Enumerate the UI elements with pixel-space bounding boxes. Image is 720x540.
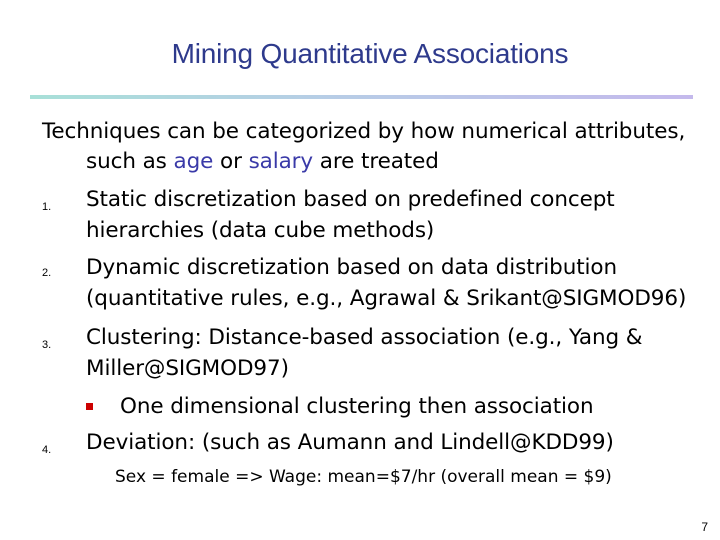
item-3-line-1: Clustering: Distance-based association (e.g., Yang & (86, 325, 643, 350)
slide-title: Mining Quantitative Associations (171, 38, 569, 69)
item-1-line-1: Static discretization based on predefined concept (86, 187, 615, 212)
sub-item: One dimensional clustering then association (120, 394, 594, 419)
term-age: age (173, 149, 214, 174)
item-1-line-2: hierarchies (data cube methods) (86, 218, 435, 243)
item-2-line-2: (quantitative rules, e.g., Agrawal & Srikant@SIGMOD96) (86, 286, 687, 311)
title-divider (30, 95, 693, 99)
item-number-3: 3. (42, 339, 52, 351)
intro-line-2 (86, 146, 439, 177)
example-text: Sex = female => Wage: mean=$7/hr (overall mean = $9) (115, 467, 612, 487)
item-number-1: 1. (42, 201, 52, 213)
item-2-line-1: Dynamic discretization based on data distribution (86, 255, 618, 280)
page-number: 7 (701, 520, 708, 534)
term-salary: salary (248, 149, 314, 174)
item-number-4: 4. (42, 444, 52, 456)
square-bullet-icon (86, 403, 93, 410)
intro-text-pre: such as (86, 149, 174, 174)
intro-text-post: are treated (313, 149, 439, 174)
item-number-2: 2. (42, 267, 52, 279)
intro-text-mid: or (213, 149, 249, 174)
item-3-line-2: Miller@SIGMOD97) (86, 356, 289, 381)
item-4-line-1: Deviation: (such as Aumann and Lindell@KDD99) (86, 430, 614, 455)
intro-line-1: Techniques can be categorized by how numerical attributes, (42, 119, 686, 144)
